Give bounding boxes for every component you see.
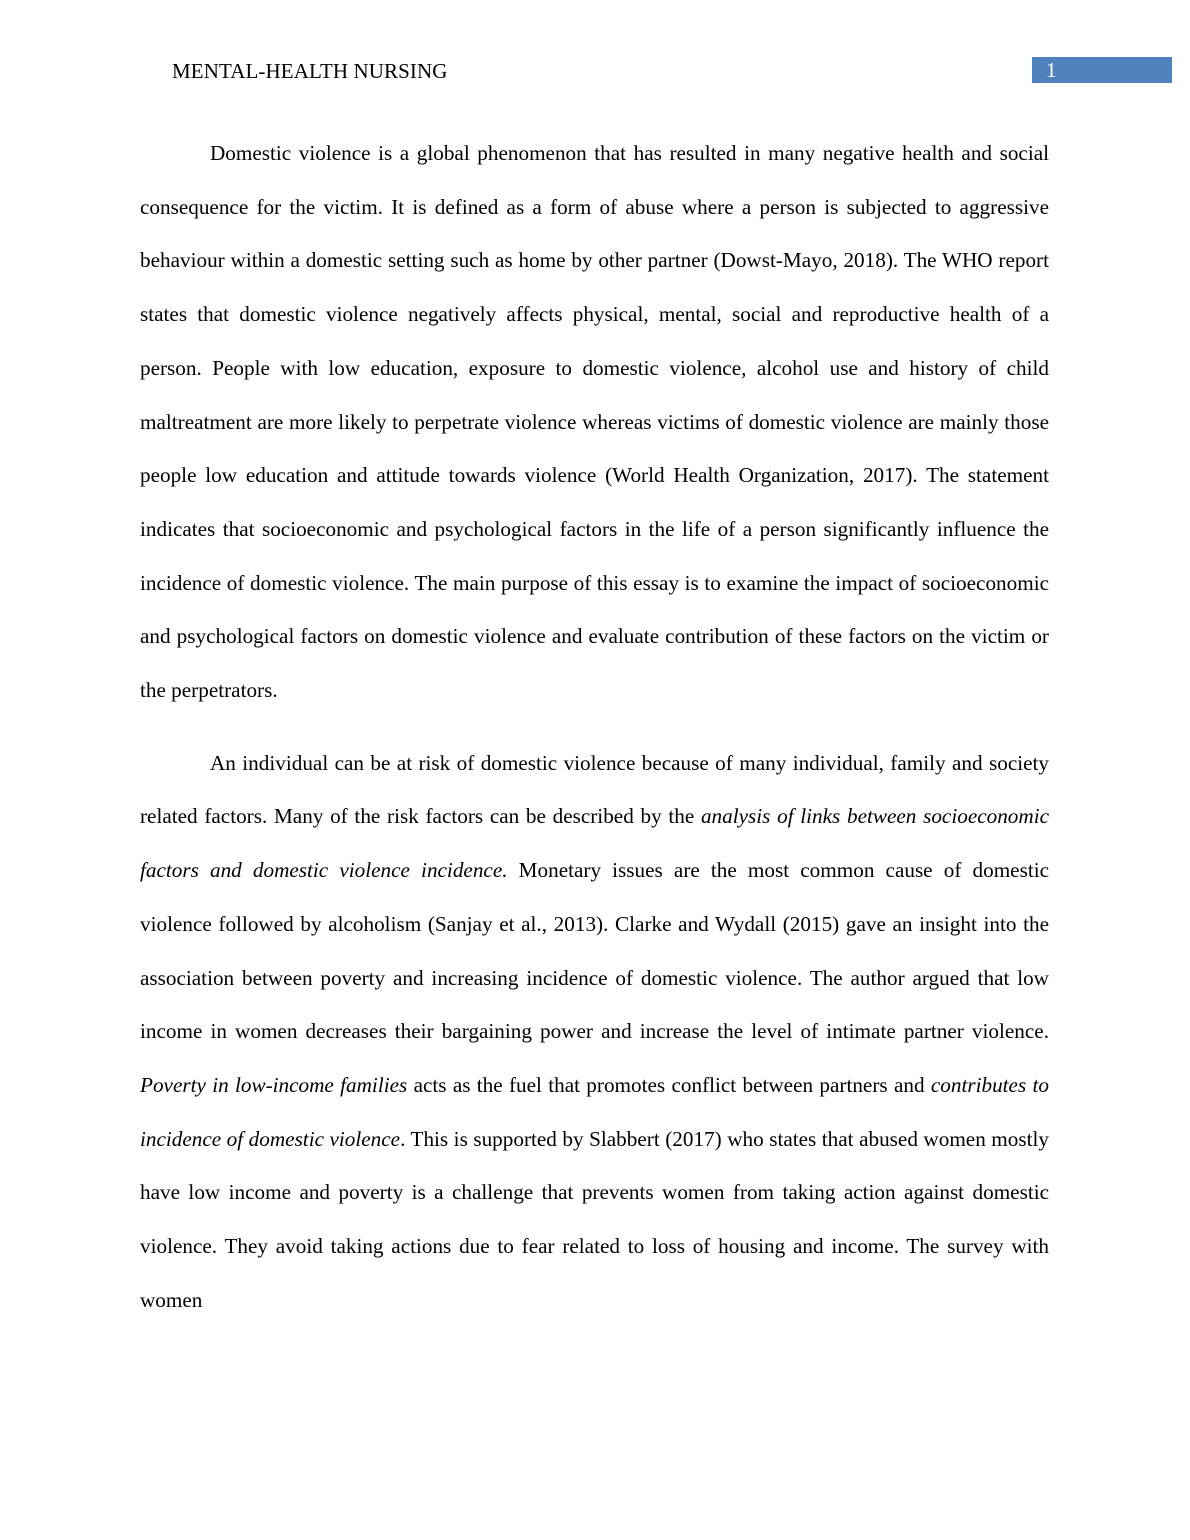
paragraph-italic-segment: contributes to incidence of domestic violence <box>140 1072 1049 1151</box>
paragraph-text-segment: An individual can be at risk of domestic violence because of many individual, family and society related factors. Many of the risk factors can be described by the <box>140 750 1049 829</box>
paragraph-italic-segment: analysis of links between socioeconomic factors and domestic violence incidence. <box>140 804 1049 883</box>
page-number: 1 <box>1046 58 1057 82</box>
paragraph-intro <box>140 127 1049 718</box>
paragraph-risk-factors <box>140 737 1049 1328</box>
paragraph-italic-segment: Poverty in low-income families <box>140 1072 408 1097</box>
page-number-badge <box>1032 57 1172 83</box>
paragraph-text-segment: Monetary issues are the most common cause of domestic violence followed by alcoholism (Sanjay et al., 2013). Clarke and Wydall (2015) gave an insight into the association between poverty and increasing incidence of domestic violence. The author argued that low income in women decreases their bargaining power and increase the level of intimate partner violence. <box>140 858 1049 1044</box>
paragraph-text-segment: . This is supported by Slabbert (2017) who states that abused women mostly have low income and poverty is a challenge that prevents women from taking action against domestic violence. They avoid taking actions due to fear related to loss of housing and income. The survey with women <box>140 1126 1049 1312</box>
paragraph-text-segment: acts as the fuel that promotes conflict between partners and <box>407 1072 931 1097</box>
running-head: MENTAL-HEALTH NURSING <box>172 59 448 83</box>
body-text <box>140 127 1049 1327</box>
paragraph-text-segment: Domestic violence is a global phenomenon that has resulted in many negative health and social consequence for the victim. It is defined as a form of abuse where a person is subjected to aggressive behaviour within a domestic setting such as home by other partner (Dowst-Mayo, 2018). The WHO report states that domestic violence negatively affects physical, mental, social and reproductive health of a person. People with low education, exposure to domestic violence, alcohol use and history of child maltreatment are more likely to perpetrate violence whereas victims of domestic violence are mainly those people low education and attitude towards violence (World Health Organization, 2017). The statement indicates that socioeconomic and psychological factors in the life of a person significantly influence the incidence of domestic violence. The main purpose of this essay is to examine the impact of socioeconomic and psychological factors on domestic violence and evaluate contribution of these factors on the victim or the perpetrators. <box>140 141 1049 703</box>
